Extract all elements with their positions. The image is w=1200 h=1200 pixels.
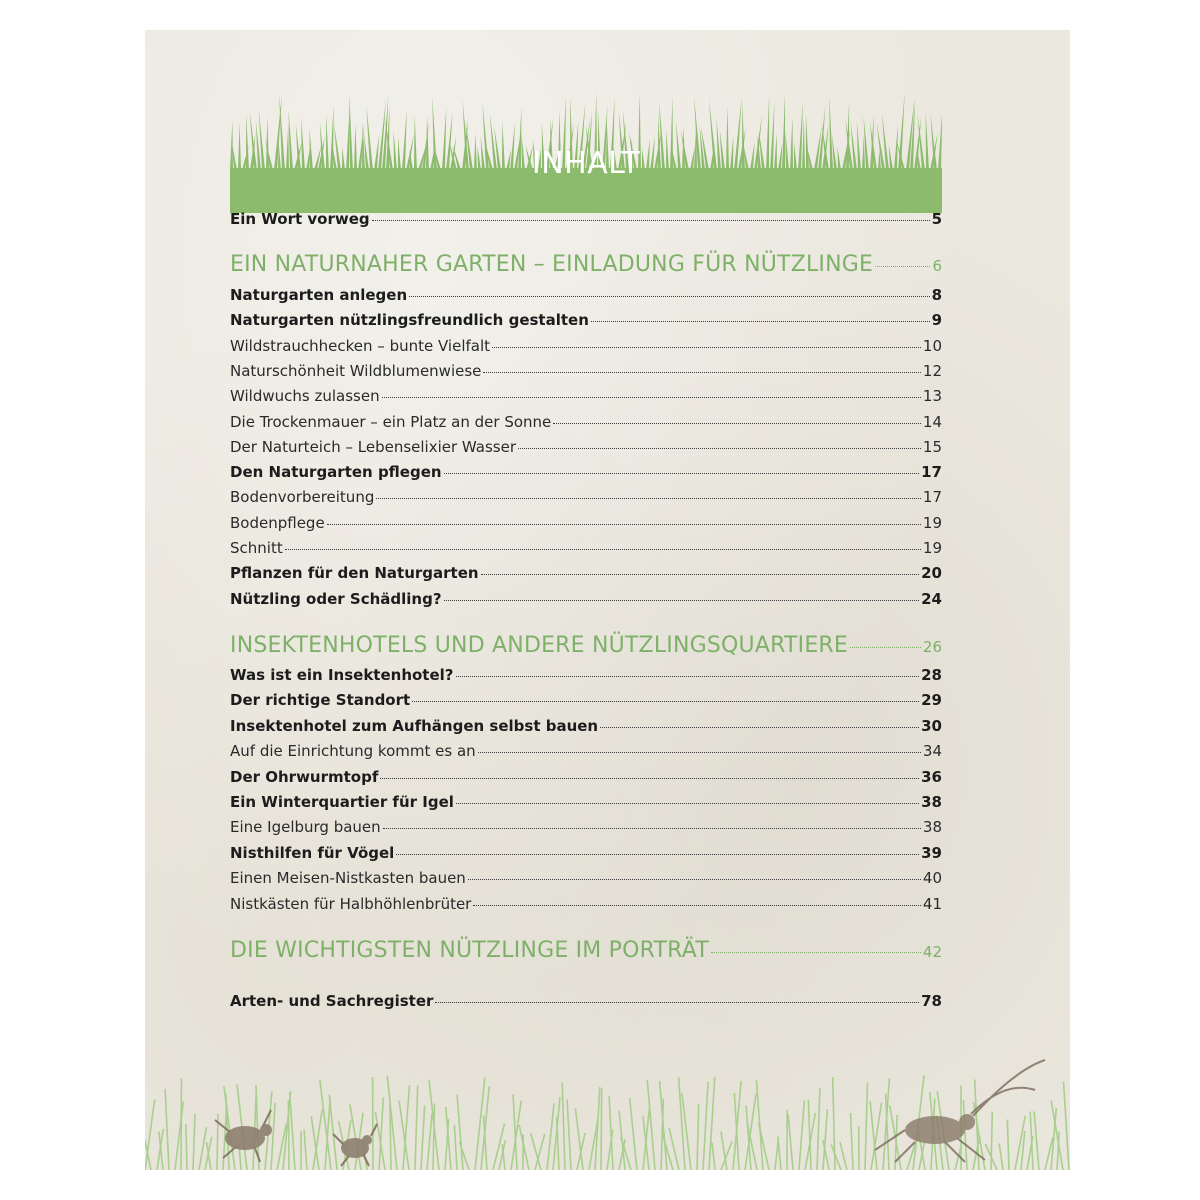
toc-page-number: 15 — [922, 437, 942, 456]
grass-insects-icon — [145, 1050, 1070, 1170]
toc-page-number: 28 — [921, 666, 942, 684]
leader-dots — [456, 803, 919, 804]
toc-page-number: 36 — [921, 767, 942, 786]
toc-entry-label: Der Naturteich – Lebenselixier Wasser — [230, 437, 517, 456]
leader-dots — [376, 498, 921, 499]
toc-page-number: 39 — [921, 843, 942, 862]
toc-page-number: 20 — [921, 564, 942, 583]
toc-entry[interactable] — [230, 413, 942, 431]
toc-entry[interactable] — [230, 691, 942, 709]
chapter-title: INSEKTENHOTELS UND ANDERE NÜTZLINGSQUARTIERE — [230, 633, 849, 658]
leader-dots — [483, 372, 921, 373]
book-page — [145, 30, 1070, 1170]
toc-page-number: 40 — [922, 869, 942, 888]
toc-entry[interactable] — [230, 666, 942, 684]
leader-dots — [711, 952, 921, 953]
toc-entry-label: Insektenhotel zum Aufhängen selbst bauen — [230, 716, 599, 735]
leader-dots — [591, 321, 930, 322]
leader-dots — [412, 701, 919, 702]
toc-entry[interactable] — [230, 818, 942, 836]
toc-page-number: 41 — [922, 894, 942, 913]
leader-dots — [478, 752, 921, 753]
leader-dots — [372, 220, 930, 221]
leader-dots — [396, 854, 919, 855]
leader-dots — [518, 448, 921, 449]
leader-dots — [481, 574, 920, 575]
toc-page-number: 9 — [931, 311, 942, 330]
toc-entry-label: Schnitt — [230, 539, 283, 557]
chapter-title: DIE WICHTIGSTEN NÜTZLINGE IM PORTRÄT — [230, 938, 709, 963]
toc-entry[interactable] — [230, 337, 942, 355]
toc-entry[interactable] — [230, 844, 942, 862]
leader-dots — [468, 879, 921, 880]
chapter-heading[interactable] — [230, 938, 942, 963]
leader-dots — [285, 549, 921, 550]
toc-entry[interactable] — [230, 286, 942, 304]
toc-entry[interactable] — [230, 590, 942, 608]
toc-entry-label: Eine Igelburg bauen — [230, 818, 381, 837]
toc-entry-label: Pflanzen für den Naturgarten — [230, 564, 479, 583]
leader-dots — [553, 423, 921, 424]
toc-entry[interactable] — [230, 742, 942, 760]
toc-page-number: 30 — [921, 716, 942, 735]
toc-entry[interactable] — [230, 895, 942, 913]
toc-entry[interactable] — [230, 210, 942, 228]
toc-page-number: 29 — [921, 691, 942, 710]
toc-page-number: 78 — [921, 992, 942, 1010]
toc-entry[interactable] — [230, 438, 942, 456]
toc-entry[interactable] — [230, 564, 942, 582]
toc-entry-label: Auf die Einrichtung kommt es an — [230, 742, 476, 761]
toc-page-number: 5 — [931, 210, 942, 228]
leader-dots — [473, 905, 921, 906]
toc-entry-label: Naturschönheit Wildblumenwiese — [230, 361, 482, 380]
leader-dots — [444, 600, 920, 601]
toc-page-number: 24 — [921, 589, 942, 608]
toc-entry-label: Nistkästen für Halbhöhlenbrüter — [230, 894, 472, 913]
chapter-page-number: 42 — [922, 943, 942, 961]
chapter-heading[interactable] — [230, 252, 942, 277]
leader-dots — [444, 473, 920, 474]
toc-entry-label: Der Ohrwurmtopf — [230, 767, 379, 786]
toc-page-number: 19 — [922, 513, 942, 532]
toc-page-number: 34 — [922, 742, 942, 761]
toc-entry[interactable] — [230, 539, 942, 557]
toc-entry[interactable] — [230, 869, 942, 887]
toc-entry-label: Arten- und Sachregister — [230, 992, 434, 1010]
toc-entry-label: Naturgarten nützlingsfreundlich gestalten — [230, 311, 589, 330]
toc-entry[interactable] — [230, 362, 942, 380]
toc-page-number: 17 — [921, 463, 942, 482]
toc-entry-label: Bodenvorbereitung — [230, 488, 375, 507]
toc-entry-label: Ein Winterquartier für Igel — [230, 793, 454, 811]
toc-entry-label: Wildstrauchhecken – bunte Vielfalt — [230, 336, 491, 355]
leader-dots — [327, 524, 921, 525]
toc-entry-label: Einen Meisen-Nistkasten bauen — [230, 869, 466, 888]
toc-entry[interactable] — [230, 793, 942, 811]
toc-entry[interactable] — [230, 717, 942, 735]
toc-page-number: 38 — [921, 793, 942, 811]
toc-page-number: 17 — [922, 488, 942, 507]
toc-entry[interactable] — [230, 463, 942, 481]
toc-entry-label: Bodenpflege — [230, 513, 325, 532]
page-title: INHALT — [531, 146, 641, 181]
toc-entry[interactable] — [230, 992, 942, 1010]
toc-entry[interactable] — [230, 514, 942, 532]
toc-entry-label: Nützling oder Schädling? — [230, 589, 442, 608]
chapter-page-number: 6 — [932, 257, 942, 275]
toc-entry-label: Der richtige Standort — [230, 691, 411, 710]
toc-page-number: 38 — [922, 818, 942, 837]
toc-entry-label: Was ist ein Insektenhotel? — [230, 666, 454, 684]
toc-entry-label: Ein Wort vorweg — [230, 210, 370, 228]
toc-entry-label: Naturgarten anlegen — [230, 286, 408, 304]
leader-dots — [600, 727, 919, 728]
toc-page-number: 12 — [922, 361, 942, 380]
leader-dots — [383, 828, 921, 829]
toc-entry[interactable] — [230, 488, 942, 506]
toc-entry[interactable] — [230, 768, 942, 786]
chapter-page-number: 26 — [922, 638, 942, 656]
toc-entry-label: Nisthilfen für Vögel — [230, 843, 395, 862]
chapter-heading[interactable] — [230, 633, 942, 658]
leader-dots — [409, 296, 929, 297]
toc-page-number: 8 — [931, 286, 942, 304]
toc-entry-label: Den Naturgarten pflegen — [230, 463, 442, 482]
chapter-title: EIN NATURNAHER GARTEN – EINLADUNG FÜR NÜTZLINGE — [230, 252, 874, 277]
toc-page-number: 19 — [922, 539, 942, 557]
toc-entry-label: Die Trockenmauer – ein Platz an der Sonne — [230, 412, 552, 431]
leader-dots — [435, 1002, 919, 1003]
toc-page-number: 10 — [922, 336, 942, 355]
toc-entry-label: Wildwuchs zulassen — [230, 387, 380, 406]
leader-dots — [382, 397, 921, 398]
leader-dots — [380, 778, 919, 779]
leader-dots — [850, 647, 921, 648]
toc-entry[interactable] — [230, 311, 942, 329]
leader-dots — [875, 266, 930, 267]
leader-dots — [456, 676, 920, 677]
toc-entry[interactable] — [230, 387, 942, 405]
toc-page-number: 13 — [922, 387, 942, 406]
toc-page-number: 14 — [922, 412, 942, 431]
leader-dots — [492, 347, 921, 348]
